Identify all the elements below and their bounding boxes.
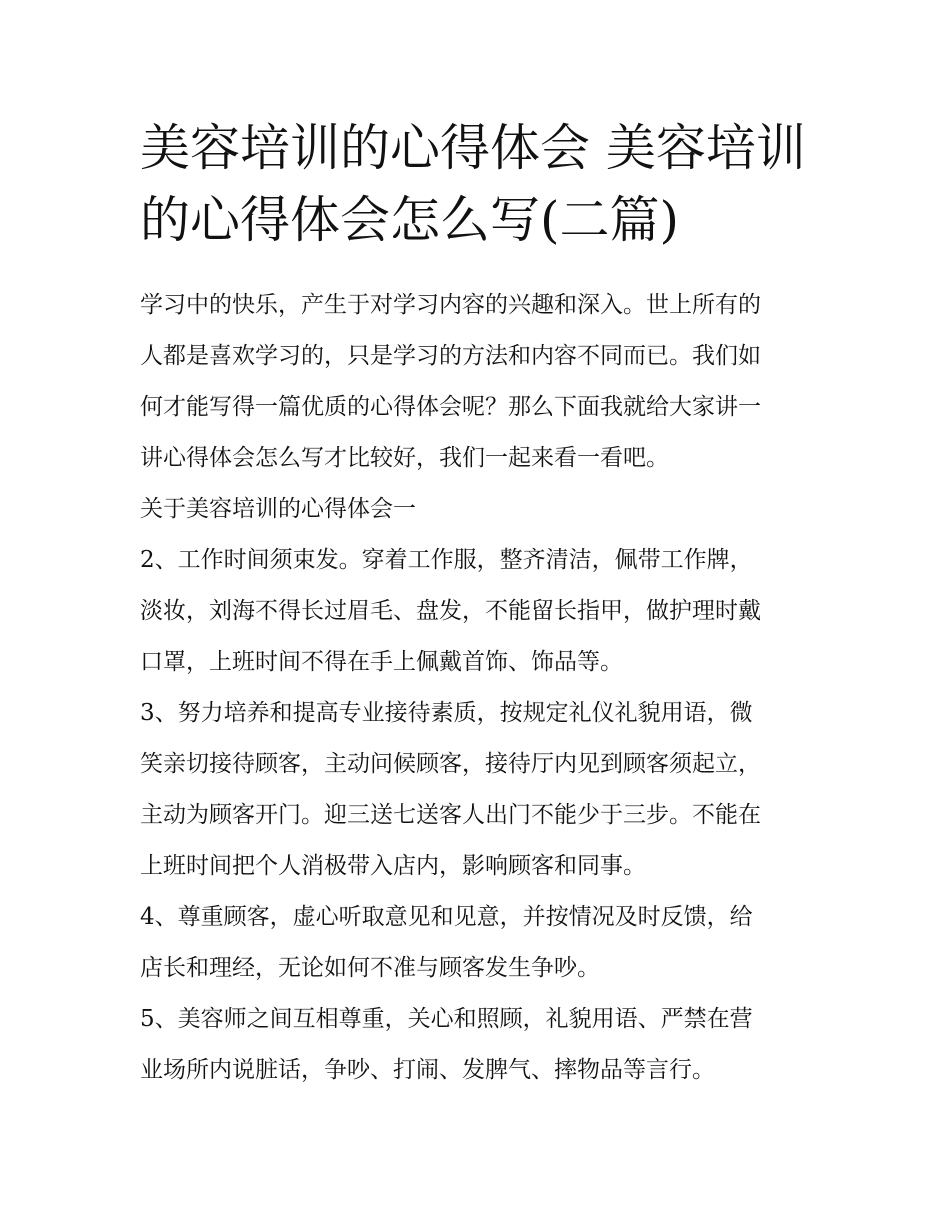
body-line: 店长和理经，无论如何不准与顾客发生争吵。 — [140, 955, 600, 981]
document-title — [140, 112, 820, 256]
body-line: 业场所内说脏话，争吵、打闹、发脾气、摔物品等言行。 — [140, 1057, 715, 1083]
body-line: 笑亲切接待顾客，主动问候顾客，接待厅内见到顾客须起立， — [140, 751, 761, 777]
body-line: 2、工作时间须束发。穿着工作服，整齐清洁，佩带工作牌， — [140, 547, 753, 573]
body-line: 学习中的快乐，产生于对学习内容的兴趣和深入。世上所有的 — [140, 292, 761, 318]
body-line: 上班时间把个人消极带入店内，影响顾客和同事。 — [140, 853, 646, 879]
title-line-2: 的心得体会怎么写(二篇) — [140, 191, 680, 249]
body-line: 人都是喜欢学习的，只是学习的方法和内容不同而已。我们如 — [140, 343, 761, 369]
body-line: 主动为顾客开门。迎三送七送客人出门不能少于三步。不能在 — [140, 802, 761, 828]
body-line: 何才能写得一篇优质的心得体会呢？那么下面我就给大家讲一 — [140, 394, 761, 420]
section-heading: 关于美容培训的心得体会一 — [140, 496, 416, 522]
document-body — [140, 280, 820, 1096]
body-line: 5、美容师之间互相尊重，关心和照顾，礼貌用语、严禁在营 — [140, 1006, 753, 1032]
body-line: 淡妆，刘海不得长过眉毛、盘发，不能留长指甲，做护理时戴 — [140, 598, 761, 624]
body-line: 口罩，上班时间不得在手上佩戴首饰、饰品等。 — [140, 649, 623, 675]
body-line: 3、努力培养和提高专业接待素质，按规定礼仪礼貌用语，微 — [140, 700, 753, 726]
body-line: 4、尊重顾客，虚心听取意见和见意，并按情况及时反馈，给 — [140, 904, 753, 930]
title-line-1: 美容培训的心得体会 美容培训 — [140, 119, 806, 177]
body-line: 讲心得体会怎么写才比较好，我们一起来看一看吧。 — [140, 445, 669, 471]
